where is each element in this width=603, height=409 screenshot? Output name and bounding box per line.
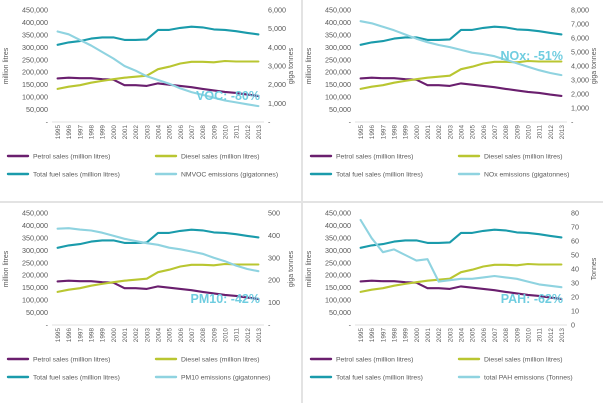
x-axis-tick-label: 2010 [525, 125, 533, 140]
x-axis-tick-label: 2002 [436, 328, 444, 343]
right-axis-tick-label: 1,000 [268, 98, 286, 108]
left-axis-tick-label: 50,000 [26, 308, 48, 318]
right-axis-tick-label: 100 [268, 298, 280, 308]
x-axis-tick-label: 2000 [110, 328, 118, 343]
left-axis-tick-label: 450,000 [22, 208, 48, 218]
legend-entry-label: total PAH emissions (Tonnes) [484, 374, 573, 382]
right-axis-tick-label: - [268, 117, 271, 127]
pm10-chart-svg [0, 203, 301, 404]
right-axis-title: giga tonnes [288, 47, 295, 85]
horizontal-divider [0, 201, 603, 203]
total-series-line [58, 27, 259, 45]
right-axis-tick-label: 2,000 [571, 89, 589, 99]
total-series-line [361, 220, 562, 287]
left-axis-title: million litres [3, 250, 10, 288]
right-axis-tick-label: 3,000 [571, 75, 589, 85]
x-axis-tick-label: 2001 [425, 328, 433, 343]
left-axis-tick-label: 100,000 [22, 92, 48, 102]
legend-entry-label: Total fuel sales (million litres) [336, 171, 423, 179]
right-axis-tick-label: 300 [268, 253, 280, 263]
legend-entry-label: Diesel sales (million litres) [484, 356, 563, 364]
x-axis-tick-label: 1997 [77, 328, 85, 343]
x-axis-tick-label: 2001 [122, 124, 130, 140]
right-axis-tick-label: 6,000 [571, 33, 589, 43]
x-axis-tick-label: 2001 [122, 328, 130, 343]
x-axis-tick-label: 1995 [55, 328, 63, 343]
x-axis-tick-label: 2006 [480, 328, 488, 343]
x-axis-tick-label: 1997 [77, 125, 85, 140]
right-axis-tick-label: 6,000 [268, 5, 286, 15]
x-axis-tick-label: 2008 [503, 328, 511, 343]
x-axis-tick-label: 2000 [413, 125, 421, 140]
left-axis-tick-label: 100,000 [325, 295, 351, 305]
left-axis-tick-label: 450,000 [325, 208, 351, 218]
left-axis-tick-label: 200,000 [22, 270, 48, 280]
legend-entry-label: Total fuel sales (million litres) [33, 374, 120, 382]
x-axis-tick-label: 1996 [66, 328, 74, 343]
left-axis-tick-label: 300,000 [22, 245, 48, 255]
x-axis-tick-label: 2005 [469, 125, 477, 140]
reduction-annotation: PAH: -62% [500, 292, 563, 306]
left-axis-tick-label: 350,000 [22, 30, 48, 40]
x-axis-tick-label: 2011 [233, 125, 241, 139]
left-axis-tick-label: 50,000 [329, 105, 351, 115]
x-axis-tick-label: 2011 [536, 328, 544, 342]
right-axis-tick-label: 200 [268, 275, 280, 285]
left-axis-title: million litres [3, 47, 10, 85]
diesel-series-line [361, 61, 562, 89]
total-series-line [361, 230, 562, 248]
x-axis-tick-label: 1997 [380, 328, 388, 343]
x-axis-tick-label: 2004 [458, 125, 466, 140]
left-axis-tick-label: 50,000 [26, 105, 48, 115]
x-axis-tick-label: 2009 [514, 125, 522, 140]
legend-entry-label: NMVOC emissions (gigatonnes) [181, 171, 279, 179]
left-axis-tick-label: 300,000 [325, 245, 351, 255]
diesel-series-line [58, 61, 259, 89]
x-axis-tick-label: 1995 [358, 328, 366, 343]
left-axis-tick-label: 200,000 [325, 67, 351, 77]
right-axis-tick-label: 20 [571, 292, 579, 302]
left-axis-tick-label: 250,000 [22, 55, 48, 65]
x-axis-tick-label: 2002 [133, 328, 141, 343]
x-axis-tick-label: 1998 [88, 328, 96, 343]
left-axis-tick-label: 400,000 [22, 17, 48, 27]
left-axis-tick-label: 400,000 [22, 220, 48, 230]
right-axis-tick-label: 0 [571, 320, 575, 330]
x-axis-tick-label: 2009 [514, 328, 522, 343]
right-axis-tick-label: - [268, 320, 271, 330]
legend-entry-label: PM10 emissions (gigatonnes) [181, 374, 271, 382]
x-axis-tick-label: 2005 [469, 328, 477, 343]
x-axis-tick-label: 2010 [222, 328, 230, 343]
x-axis-tick-label: 2001 [425, 124, 433, 140]
x-axis-tick-label: 2007 [188, 125, 196, 140]
legend-entry-label: Diesel sales (million litres) [181, 356, 260, 364]
x-axis-tick-label: 2009 [211, 328, 219, 343]
x-axis-tick-label: 1999 [402, 125, 410, 140]
x-axis-tick-label: 2011 [536, 125, 544, 139]
right-axis-title: giga tonnes [591, 47, 598, 85]
x-axis-tick-label: 2010 [525, 328, 533, 343]
left-axis-tick-label: 350,000 [325, 233, 351, 243]
x-axis-tick-label: 1998 [88, 125, 96, 140]
x-axis-tick-label: 2009 [211, 125, 219, 140]
right-axis-title: giga tonnes [288, 250, 295, 288]
left-axis-tick-label: 150,000 [22, 80, 48, 90]
left-axis-tick-label: 100,000 [22, 295, 48, 305]
right-axis-tick-label: 40 [571, 264, 579, 274]
left-axis-tick-label: 400,000 [325, 17, 351, 27]
x-axis-tick-label: 2003 [144, 328, 152, 343]
left-axis-tick-label: - [45, 320, 48, 330]
right-axis-tick-label: 4,000 [571, 61, 589, 71]
right-axis-tick-label: 500 [268, 208, 280, 218]
x-axis-tick-label: 2000 [413, 328, 421, 343]
right-axis-tick-label: 7,000 [571, 19, 589, 29]
right-axis-tick-label: 1,000 [571, 103, 589, 113]
voc-chart-panel [0, 0, 301, 201]
left-axis-title: million litres [306, 47, 313, 85]
x-axis-tick-label: 1996 [369, 125, 377, 140]
x-axis-tick-label: 2012 [244, 328, 252, 343]
legend-entry-label: NOx emissions (gigatonnes) [484, 171, 570, 179]
left-axis-tick-label: 450,000 [325, 5, 351, 15]
right-axis-tick-label: 5,000 [571, 47, 589, 57]
left-axis-tick-label: 150,000 [325, 80, 351, 90]
x-axis-tick-label: 2004 [458, 328, 466, 343]
left-axis-tick-label: 250,000 [325, 55, 351, 65]
left-axis-tick-label: 300,000 [22, 42, 48, 52]
diesel-series-line [58, 264, 259, 292]
petrol-series-line [361, 78, 562, 96]
left-axis-tick-label: - [348, 117, 351, 127]
x-axis-tick-label: 2012 [244, 125, 252, 140]
x-axis-tick-label: 2006 [177, 125, 185, 140]
right-axis-title: Tonnes [591, 257, 598, 281]
right-axis-tick-label: 50 [571, 250, 579, 260]
nox-chart-panel [303, 0, 603, 201]
right-axis-tick-label: - [571, 117, 574, 127]
x-axis-tick-label: 1996 [66, 125, 74, 140]
right-axis-tick-label: 60 [571, 236, 579, 246]
left-axis-tick-label: 400,000 [325, 220, 351, 230]
x-axis-tick-label: 2000 [110, 125, 118, 140]
left-axis-tick-label: 350,000 [325, 30, 351, 40]
x-axis-tick-label: 2005 [166, 328, 174, 343]
right-axis-tick-label: 10 [571, 306, 579, 316]
x-axis-tick-label: 1998 [391, 328, 399, 343]
x-axis-tick-label: 2003 [447, 328, 455, 343]
x-axis-tick-label: 2008 [503, 125, 511, 140]
right-axis-tick-label: 5,000 [268, 24, 286, 34]
legend-entry-label: Petrol sales (million litres) [33, 356, 111, 364]
x-axis-tick-label: 2007 [188, 328, 196, 343]
x-axis-tick-label: 1998 [391, 125, 399, 140]
x-axis-tick-label: 2013 [255, 125, 263, 140]
x-axis-tick-label: 2006 [480, 125, 488, 140]
left-axis-tick-label: 100,000 [325, 92, 351, 102]
x-axis-tick-label: 2006 [177, 328, 185, 343]
x-axis-tick-label: 2007 [491, 125, 499, 140]
right-axis-tick-label: 3,000 [268, 61, 286, 71]
left-axis-tick-label: - [45, 117, 48, 127]
legend-entry-label: Diesel sales (million litres) [484, 153, 563, 161]
reduction-annotation: PM10: -42% [190, 292, 260, 306]
x-axis-tick-label: 2008 [200, 328, 208, 343]
x-axis-tick-label: 2008 [200, 125, 208, 140]
x-axis-tick-label: 2002 [436, 125, 444, 140]
left-axis-tick-label: 350,000 [22, 233, 48, 243]
x-axis-tick-label: 1999 [99, 328, 107, 343]
left-axis-tick-label: 150,000 [325, 283, 351, 293]
left-axis-tick-label: 200,000 [325, 270, 351, 280]
right-axis-tick-label: 80 [571, 208, 579, 218]
left-axis-tick-label: 300,000 [325, 42, 351, 52]
x-axis-tick-label: 2003 [447, 125, 455, 140]
right-axis-tick-label: 30 [571, 278, 579, 288]
nox-chart-svg [303, 0, 603, 201]
left-axis-tick-label: 250,000 [22, 258, 48, 268]
legend-entry-label: Total fuel sales (million litres) [33, 171, 120, 179]
x-axis-tick-label: 1999 [99, 125, 107, 140]
legend-entry-label: Total fuel sales (million litres) [336, 374, 423, 382]
x-axis-tick-label: 1996 [369, 328, 377, 343]
right-axis-tick-label: 4,000 [268, 42, 286, 52]
pah-chart-svg [303, 203, 603, 404]
legend-entry-label: Petrol sales (million litres) [336, 153, 414, 161]
x-axis-tick-label: 2002 [133, 125, 141, 140]
reduction-annotation: NOx: -51% [500, 49, 563, 63]
x-axis-tick-label: 2013 [558, 328, 566, 343]
x-axis-tick-label: 2011 [233, 328, 241, 342]
right-axis-tick-label: 400 [268, 230, 280, 240]
voc-chart-svg [0, 0, 301, 201]
x-axis-tick-label: 2013 [255, 328, 263, 343]
left-axis-tick-label: 450,000 [22, 5, 48, 15]
x-axis-tick-label: 2004 [155, 328, 163, 343]
legend-entry-label: Diesel sales (million litres) [181, 153, 260, 161]
x-axis-tick-label: 1995 [358, 125, 366, 140]
x-axis-tick-label: 2012 [547, 328, 555, 343]
x-axis-tick-label: 2012 [547, 125, 555, 140]
left-axis-tick-label: 200,000 [22, 67, 48, 77]
pah-chart-panel [303, 203, 603, 404]
left-axis-tick-label: 150,000 [22, 283, 48, 293]
right-axis-tick-label: 2,000 [268, 80, 286, 90]
pm10-chart-panel [0, 203, 301, 404]
reduction-annotation: VOC: -80% [196, 89, 260, 103]
left-axis-tick-label: 250,000 [325, 258, 351, 268]
x-axis-tick-label: 1995 [55, 125, 63, 140]
right-axis-tick-label: 70 [571, 222, 579, 232]
x-axis-tick-label: 1999 [402, 328, 410, 343]
x-axis-tick-label: 2003 [144, 125, 152, 140]
x-axis-tick-label: 2013 [558, 125, 566, 140]
left-axis-tick-label: 50,000 [329, 308, 351, 318]
left-axis-tick-label: - [348, 320, 351, 330]
x-axis-tick-label: 2004 [155, 125, 163, 140]
right-axis-tick-label: 8,000 [571, 5, 589, 15]
legend-entry-label: Petrol sales (million litres) [33, 153, 111, 161]
left-axis-title: million litres [306, 250, 313, 288]
x-axis-tick-label: 2007 [491, 328, 499, 343]
x-axis-tick-label: 1997 [380, 125, 388, 140]
x-axis-tick-label: 2005 [166, 125, 174, 140]
x-axis-tick-label: 2010 [222, 125, 230, 140]
legend-entry-label: Petrol sales (million litres) [336, 356, 414, 364]
